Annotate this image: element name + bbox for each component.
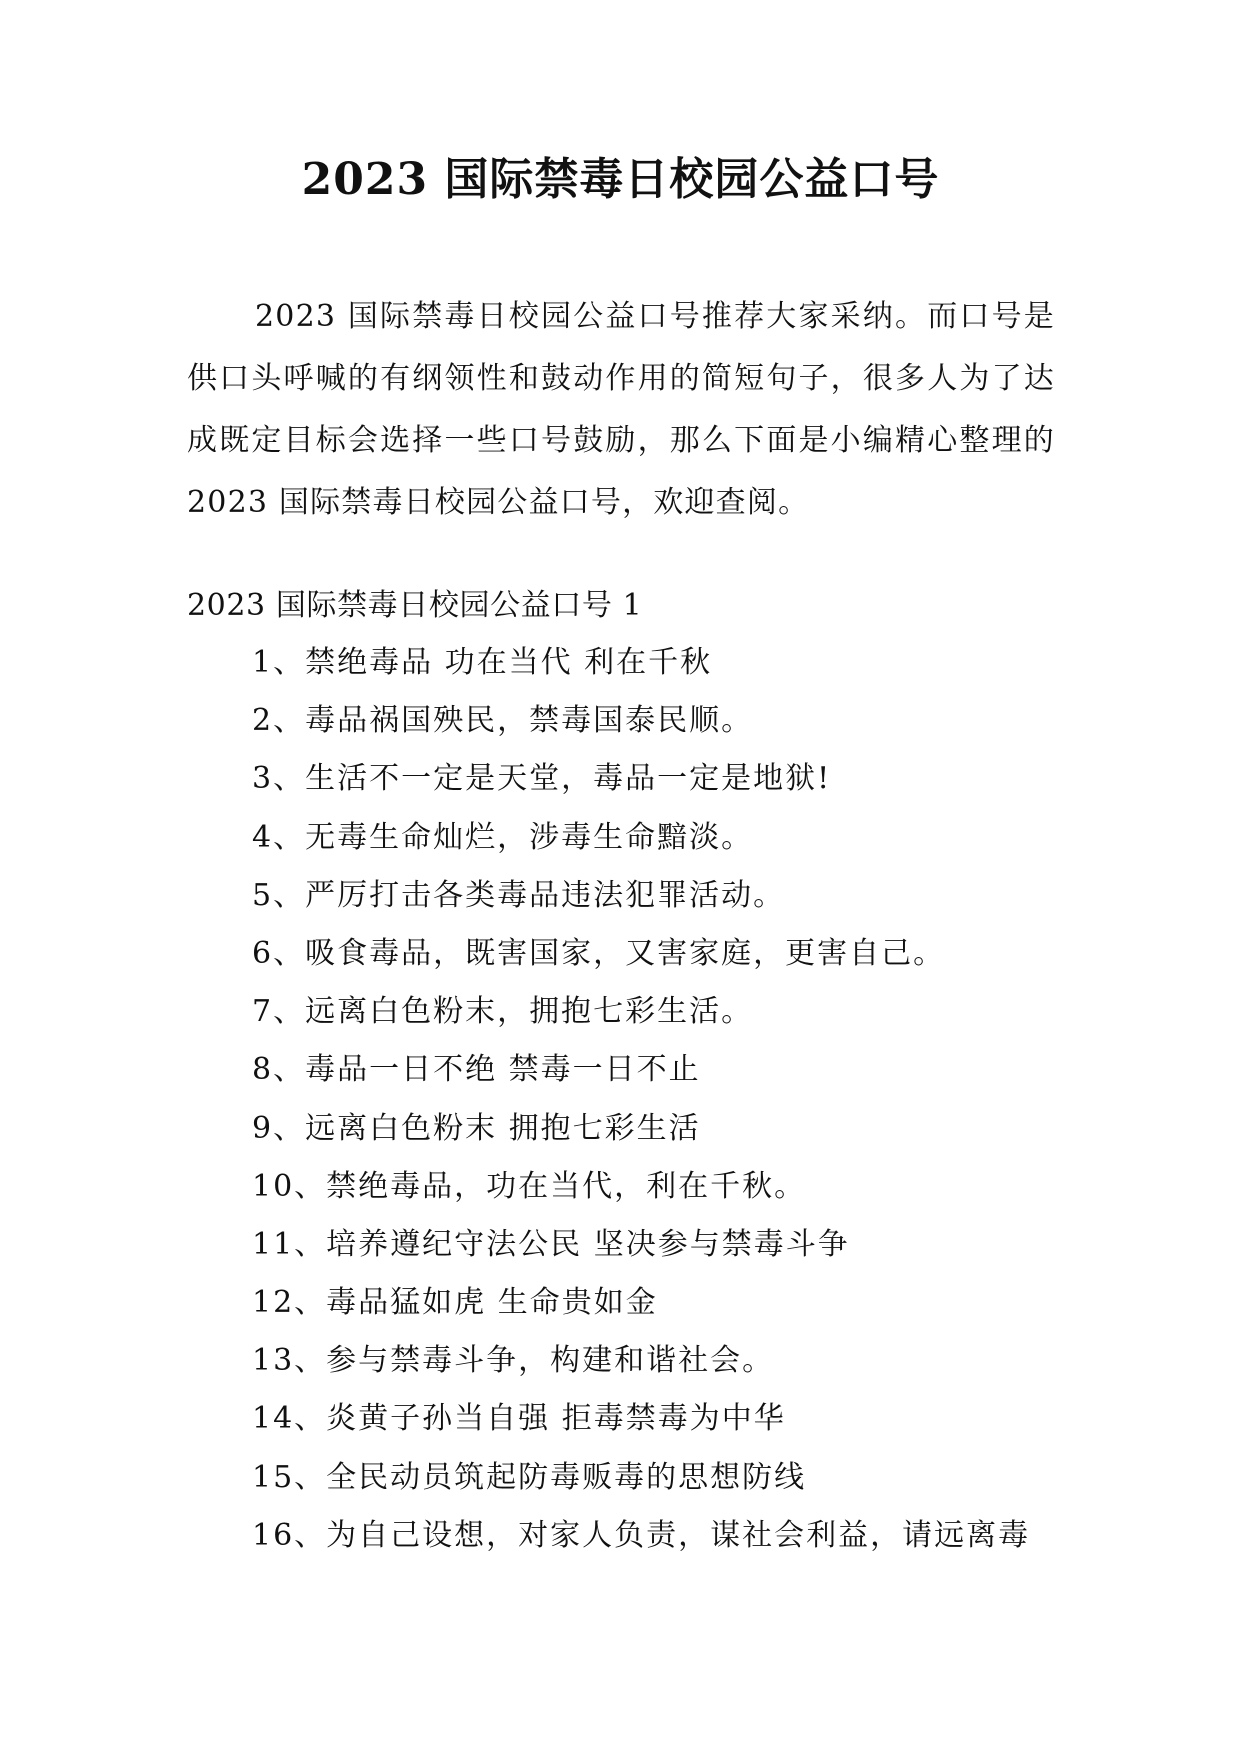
slogan-item: 10、禁绝毒品，功在当代，利在千秋。 <box>252 1168 807 1204</box>
slogan-item: 7、远离白色粉末，拥抱七彩生活。 <box>252 994 754 1030</box>
slogan-item: 14、炎黄子孙当自强 拒毒禁毒为中华 <box>252 1401 786 1437</box>
slogan-item: 5、严厉打击各类毒品违法犯罪活动。 <box>252 877 786 913</box>
slogan-item: 11、培养遵纪守法公民 坚决参与禁毒斗争 <box>252 1226 850 1262</box>
section-heading: 2023 国际禁毒日校园公益口号 1 <box>187 588 643 623</box>
slogan-item: 16、为自己设想，对家人负责，谋社会利益，请远离毒 <box>252 1517 1031 1553</box>
slogan-list <box>252 634 1062 1565</box>
slogan-item: 15、全民动员筑起防毒贩毒的思想防线 <box>252 1459 807 1495</box>
slogan-item: 13、参与禁毒斗争，构建和谐社会。 <box>252 1343 775 1379</box>
document-title: 2023 国际禁毒日校园公益口号 <box>301 154 940 205</box>
slogan-item: 9、远离白色粉末 拥抱七彩生活 <box>252 1110 701 1146</box>
slogan-item: 4、无毒生命灿烂，涉毒生命黯淡。 <box>252 819 754 855</box>
slogan-item: 6、吸食毒品，既害国家，又害家庭，更害自己。 <box>252 935 946 971</box>
slogan-item: 2、毒品祸国殃民，禁毒国泰民顺。 <box>252 703 754 739</box>
slogan-item: 1、禁绝毒品 功在当代 利在千秋 <box>252 645 713 680</box>
slogan-item: 8、毒品一日不绝 禁毒一日不止 <box>252 1052 701 1088</box>
slogan-item: 3、生活不一定是天堂，毒品一定是地狱! <box>252 761 832 797</box>
slogan-item: 12、毒品猛如虎 生命贵如金 <box>252 1285 658 1321</box>
intro-paragraph: 2023 国际禁毒日校园公益口号推荐大家采纳。而口号是供口头呼喊的有纲领性和鼓动作用的简短句子，很多人为了达成既定目标会选择一些口号鼓励，那么下面是小编精心整理的 2023 国际禁毒日校园公益口号，欢迎查阅。 <box>187 299 1055 520</box>
